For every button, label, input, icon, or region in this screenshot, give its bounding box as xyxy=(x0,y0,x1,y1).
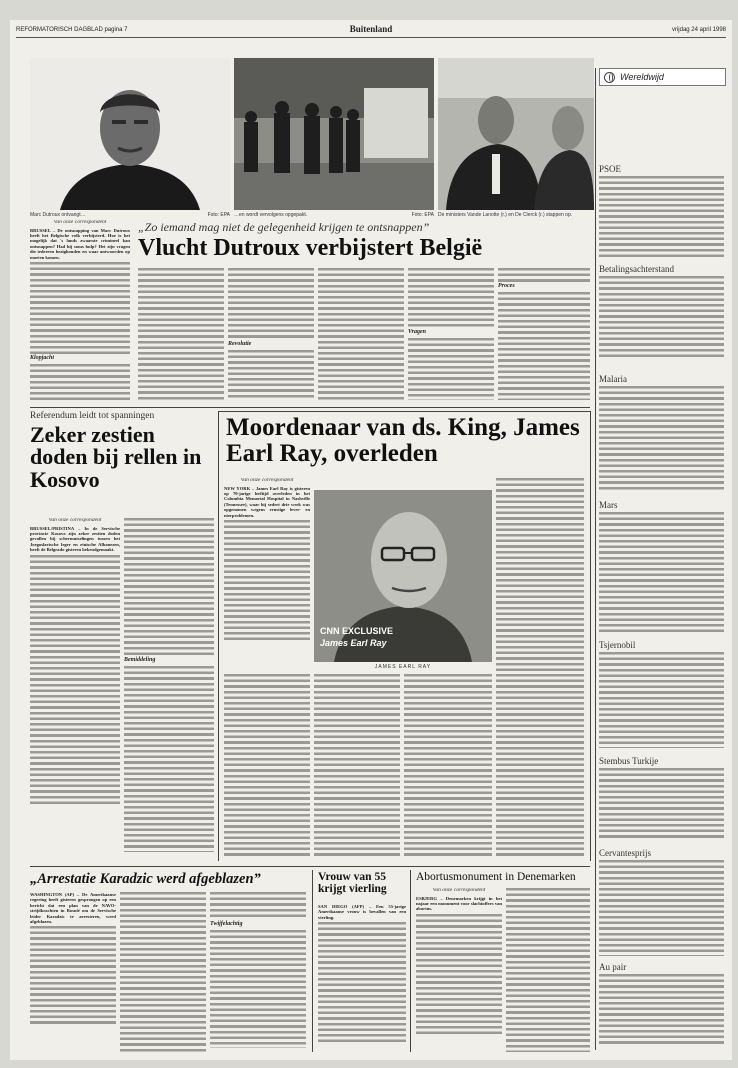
divider-bottom xyxy=(30,866,590,867)
king-col-4 xyxy=(496,478,584,858)
vrouw-lead: SAN DIEGO (AFP) – Een 55-jarige Amerikaanse vrouw is bevallen van een vierling. xyxy=(318,904,406,920)
sidebar-text-malaria xyxy=(599,386,724,492)
caption-ray: JAMES EARL RAY xyxy=(374,664,432,670)
king-lead: NEW YORK – James Earl Ray is gisteren op 70-jarige leeftijd overleden in het Columbia Memorial Hospital in Nashville (Tennessee), waar hij sedert drie week was opgenomen wegens ernstige lever- en nierproblemen. xyxy=(224,485,310,518)
credit-search: Foto: EPA xyxy=(411,212,434,218)
vrouw-headline: Vrouw van 55 krijgt vierling xyxy=(318,871,387,895)
dutroux-sub-proces: Proces xyxy=(498,283,515,289)
sidebar-heading-aupair: Au pair xyxy=(599,962,627,972)
sidebar-text-turkije xyxy=(599,768,724,840)
king-col-1b xyxy=(224,674,310,858)
ray-overlay-1: CNN EXCLUSIVE xyxy=(320,626,394,636)
credit-dutroux: Foto: EPA xyxy=(207,212,230,218)
dutroux-col-6 xyxy=(498,268,590,402)
dutroux-byline: Van onze correspondent xyxy=(53,220,107,225)
karadzic-col-3 xyxy=(210,892,306,1052)
dutroux-lead: BRUSSEL – De ontsnapping van Marc Dutroux heeft het Belgische volk verbijsterd. Hoe is het mogelijk dat 's lands zwaarste crimineel kan ontsnappen? Had hij soms hulp? Het zijn vragen die iedereen bezighouden en waar antwoorden op moeten komen. xyxy=(30,227,130,260)
sidebar-heading-cervantes: Cervantesprijs xyxy=(599,848,651,858)
caption-dutroux xyxy=(30,212,230,218)
karadzic-lead: WASHINGTON (AP) – De Amerikaanse regering heeft gisteren gesprongen op een bericht dat een plan van de NAVO-strijdkrachten in Bosnië om de Servische leider Karadzic te arresteren, werd afgeblazen. xyxy=(30,892,116,925)
abortus-lead: ESBJERG – Denemarken krijgt in het najaar een monument voor slachtoffers van abortus. xyxy=(416,895,502,912)
dutroux-sub-revolutie: Revolutie xyxy=(228,341,252,347)
dutroux-col-1 xyxy=(30,262,130,402)
kosovo-col-2 xyxy=(124,518,214,858)
kosovo-sub-bemiddeling: Bemiddeling xyxy=(124,657,156,663)
photo-ray xyxy=(314,490,492,662)
sidebar-heading-mars: Mars xyxy=(599,500,618,510)
header-left: REFORMATORISCH DAGBLAD pagina 7 xyxy=(16,27,128,33)
header-section-title: Buitenland xyxy=(349,24,393,34)
sidebar-title: Wereldwijd xyxy=(620,72,664,82)
header-date: vrijdag 24 april 1998 xyxy=(671,27,726,33)
king-col-2 xyxy=(314,674,400,858)
abortus-col-1 xyxy=(416,888,502,1052)
sidebar-wereldwijd xyxy=(599,68,726,1050)
page-header xyxy=(16,24,726,36)
king-col-3 xyxy=(404,674,492,858)
photo-dutroux xyxy=(30,58,230,210)
abortus-left-rule xyxy=(410,870,411,1052)
header-rule xyxy=(16,37,726,38)
kosovo-byline: Van onze correspondent xyxy=(48,518,102,523)
sidebar-text-cervantes xyxy=(599,860,724,956)
abortus-headline: Abortusmonument in Denemarken xyxy=(416,871,576,883)
karadzic-col-1 xyxy=(30,892,116,1052)
kosovo-overline: Referendum leidt tot spanningen xyxy=(30,411,155,421)
caption-dutroux-text: Marc Dutroux ontvangt… xyxy=(30,212,86,218)
sidebar-text-betaling xyxy=(599,276,724,360)
kosovo-lead: BRUSSEL/PRISTINA – In de Servische provincie Kosovo zijn zeker zestien doden gevallen bij schermutselingen tussen het Joegoslavische leger en etnische Albanezen, heeft de Belgrado gisteren bekendgemaakt. xyxy=(30,525,120,553)
karadzic-sub-twijfelachtig: Twijfelachtig xyxy=(210,921,243,927)
dutroux-col-2 xyxy=(138,268,224,402)
king-byline: Van onze correspondent xyxy=(240,478,294,483)
vrouw-left-rule xyxy=(312,870,313,1052)
sidebar-heading-psoe: PSOE xyxy=(599,164,622,174)
king-box-top xyxy=(218,411,591,412)
king-headline: Moordenaar van ds. King, James Earl Ray, overleden xyxy=(226,414,580,467)
caption-search-text: …en wordt vervolgens opgepakt. xyxy=(234,212,308,218)
caption-ministers xyxy=(438,212,594,218)
king-box-left xyxy=(218,411,219,861)
sidebar-text-tsjernobil xyxy=(599,652,724,748)
vrouw-col xyxy=(318,904,406,1052)
sidebar-heading-malaria: Malaria xyxy=(599,374,627,384)
caption-ministers-text: De ministers Vande Lanotte (r.) en De Clerck (r.) stappen op. xyxy=(438,212,573,218)
sidebar-heading-tsjernobil: Tsjernobil xyxy=(599,640,636,650)
abortus-col-2 xyxy=(506,888,590,1052)
sidebar-title-box xyxy=(599,68,726,86)
newspaper-page xyxy=(10,20,732,1060)
ray-overlay-2: James Earl Ray xyxy=(320,638,387,648)
king-col-1 xyxy=(224,478,310,660)
sidebar-text-mars xyxy=(599,512,724,632)
abortus-byline: Van onze correspondent xyxy=(432,888,486,893)
dutroux-col-5 xyxy=(408,268,494,402)
photo-ministers xyxy=(438,58,594,210)
king-box-right xyxy=(590,411,591,861)
dutroux-sub-klopjacht: Klopjacht xyxy=(30,355,55,361)
globe-icon xyxy=(604,72,615,83)
sidebar-heading-turkije: Stembus Turkije xyxy=(599,756,659,766)
sidebar-text-psoe xyxy=(599,176,724,260)
sidebar-heading-betaling: Betalingsachterstand xyxy=(599,264,674,274)
kosovo-headline: Zeker zestien doden bij rellen in Kosovo xyxy=(30,422,202,492)
dutroux-kicker: „Zo iemand mag niet de gelegenheid krijgen te ontsnappen” xyxy=(138,220,430,234)
photo-search xyxy=(234,58,434,210)
karadzic-col-2 xyxy=(120,892,206,1052)
caption-search xyxy=(234,212,434,218)
dutroux-lead-block xyxy=(30,220,130,260)
sidebar-text-aupair xyxy=(599,974,724,1044)
karadzic-headline: „Arrestatie Karadzic werd afgeblazen” xyxy=(30,871,261,887)
dutroux-sub-vragen: Vragen xyxy=(408,329,427,335)
kosovo-col-1 xyxy=(30,518,120,858)
divider-mid xyxy=(30,407,590,408)
dutroux-col-4 xyxy=(318,268,404,402)
dutroux-col-3 xyxy=(228,268,314,402)
dutroux-headline: Vlucht Dutroux verbijstert België xyxy=(138,235,483,261)
sidebar-divider xyxy=(595,68,596,1050)
